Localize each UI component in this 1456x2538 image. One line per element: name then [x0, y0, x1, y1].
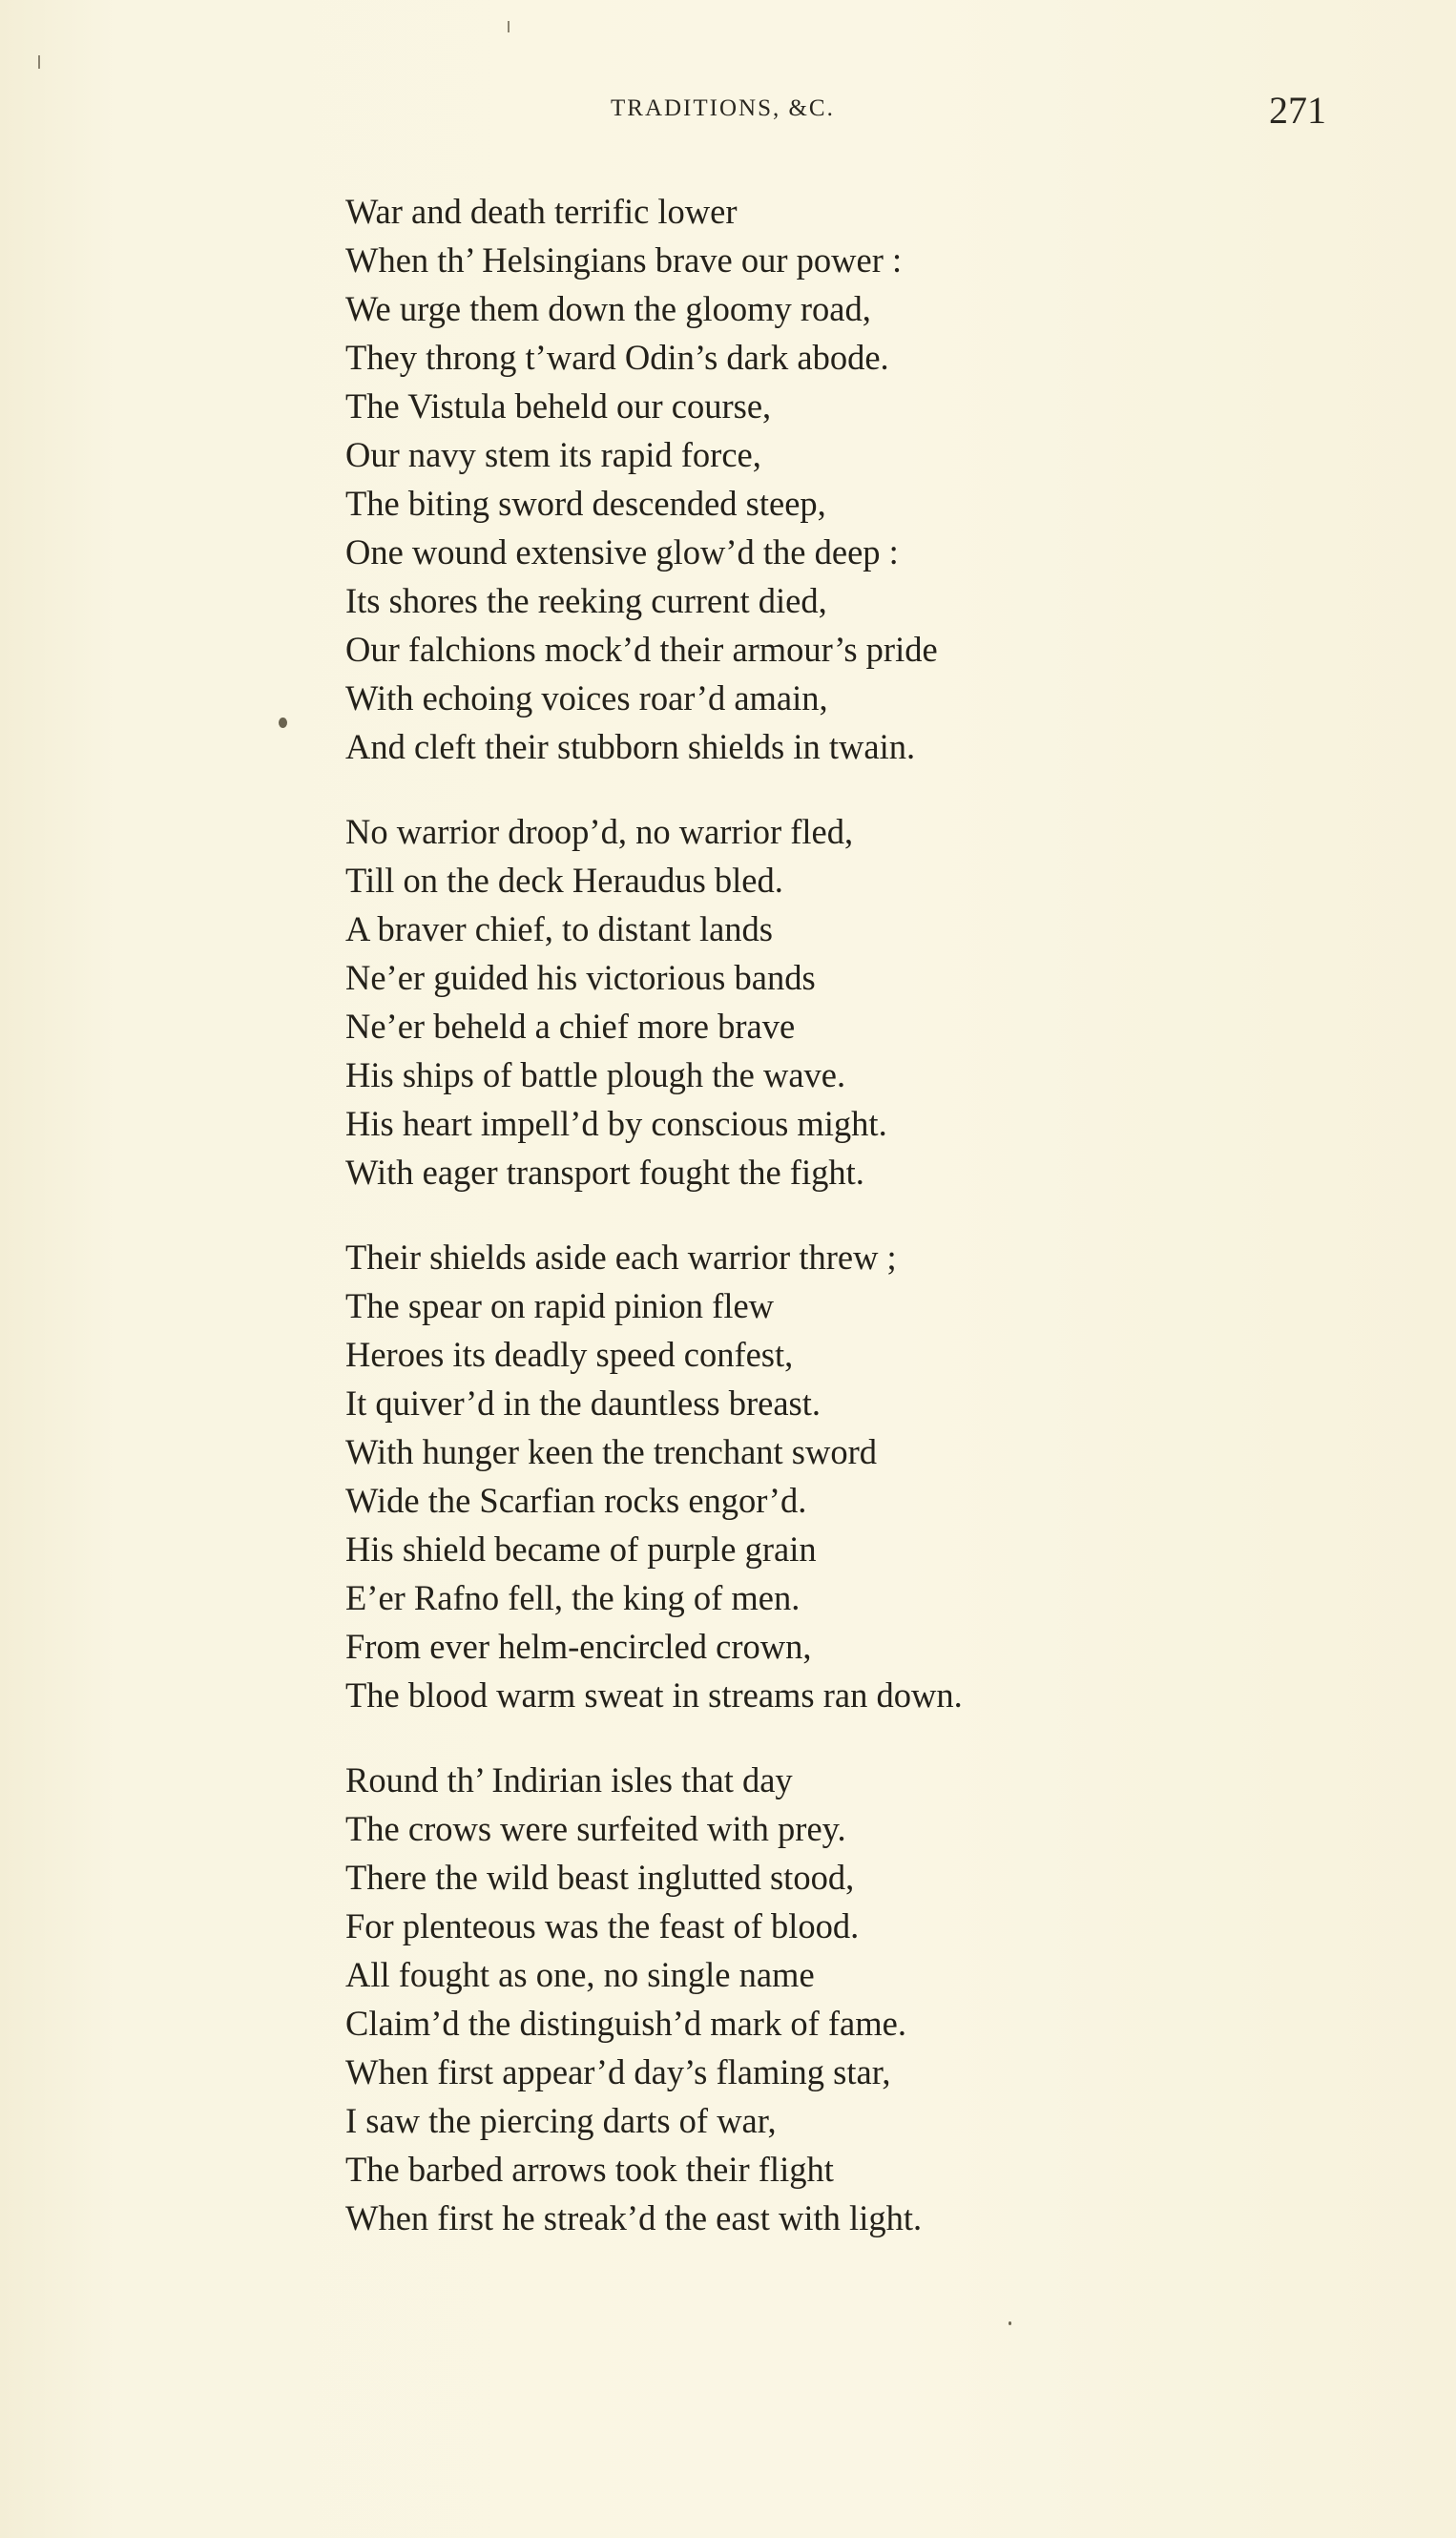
poem-line: When th’ Helsingians brave our power : — [345, 240, 903, 280]
poem-line: War and death terrific lower — [345, 192, 738, 231]
poem-line: We urge them down the gloomy road, — [345, 289, 871, 328]
ink-speck — [1009, 2321, 1011, 2325]
poem-line: His ships of battle plough the wave. — [345, 1055, 846, 1094]
poem-line: His heart impell’d by conscious might. — [345, 1104, 887, 1143]
poem-line: The barbed arrows took their flight — [345, 2150, 834, 2189]
poem-line: Our falchions mock’d their armour’s pride — [345, 630, 938, 669]
poem-line: Their shields aside each warrior threw ; — [345, 1238, 897, 1277]
poem-line: The Vistula beheld our course, — [345, 386, 772, 426]
poem-line: The spear on rapid pinion flew — [345, 1286, 775, 1325]
poem-line: Our navy stem its rapid force, — [345, 435, 761, 474]
margin-mark — [38, 55, 40, 69]
poem-line: No warrior droop’d, no warrior fled, — [345, 812, 854, 851]
poem-line: The crows were surfeited with prey. — [345, 1809, 846, 1848]
poem-line: Ne’er guided his victorious bands — [345, 958, 816, 997]
running-title: TRADITIONS, &C. — [611, 95, 835, 121]
stanza-4 — [345, 1756, 1300, 2242]
poem-line: Claim’d the distinguish’d mark of fame. — [345, 2004, 906, 2043]
poem-line: E’er Rafno fell, the king of men. — [345, 1578, 801, 1617]
poem-line: Round th’ Indirian isles that day — [345, 1760, 793, 1799]
stanza-1 — [345, 187, 1300, 771]
page-number: 271 — [1269, 89, 1326, 132]
poem-line: I saw the piercing darts of war, — [345, 2101, 777, 2140]
poem-line: A braver chief, to distant lands — [345, 909, 774, 948]
poem-line: Heroes its deadly speed confest, — [345, 1335, 794, 1374]
poem-line: From ever helm-encircled crown, — [345, 1627, 812, 1666]
poem-line: All fought as one, no single name — [345, 1955, 815, 1994]
poem-line: His shield became of purple grain — [345, 1529, 817, 1569]
poem-line: There the wild beast inglutted stood, — [345, 1858, 855, 1897]
poem-line: One wound extensive glow’d the deep : — [345, 532, 899, 572]
poem-line: For plenteous was the feast of blood. — [345, 1906, 860, 1945]
margin-mark — [508, 21, 510, 32]
poem-line: When first appear’d day’s flaming star, — [345, 2052, 891, 2091]
poem-line: Wide the Scarfian rocks engor’d. — [345, 1481, 807, 1520]
stanza-2 — [345, 807, 1300, 1196]
poem-line: Till on the deck Heraudus bled. — [345, 861, 783, 900]
stanza-3 — [345, 1233, 1300, 1719]
running-head — [0, 88, 1456, 132]
poem-line: It quiver’d in the dauntless breast. — [345, 1383, 822, 1423]
poem-line: With echoing voices roar’d amain, — [345, 678, 828, 718]
poem-line: And cleft their stubborn shields in twain. — [345, 727, 916, 766]
poem-line: They throng t’ward Odin’s dark abode. — [345, 338, 889, 377]
poem-line: When first he streak’d the east with light. — [345, 2198, 923, 2237]
poem-line: Its shores the reeking current died, — [345, 581, 827, 620]
poem-line: With hunger keen the trenchant sword — [345, 1432, 877, 1471]
poem-line: The blood warm sweat in streams ran down. — [345, 1675, 963, 1715]
poem-line: Ne’er beheld a chief more brave — [345, 1007, 796, 1046]
ink-speck — [279, 718, 287, 728]
poem-line: The biting sword descended steep, — [345, 484, 826, 523]
poem-line: With eager transport fought the fight. — [345, 1153, 864, 1192]
poem — [345, 187, 1300, 2278]
